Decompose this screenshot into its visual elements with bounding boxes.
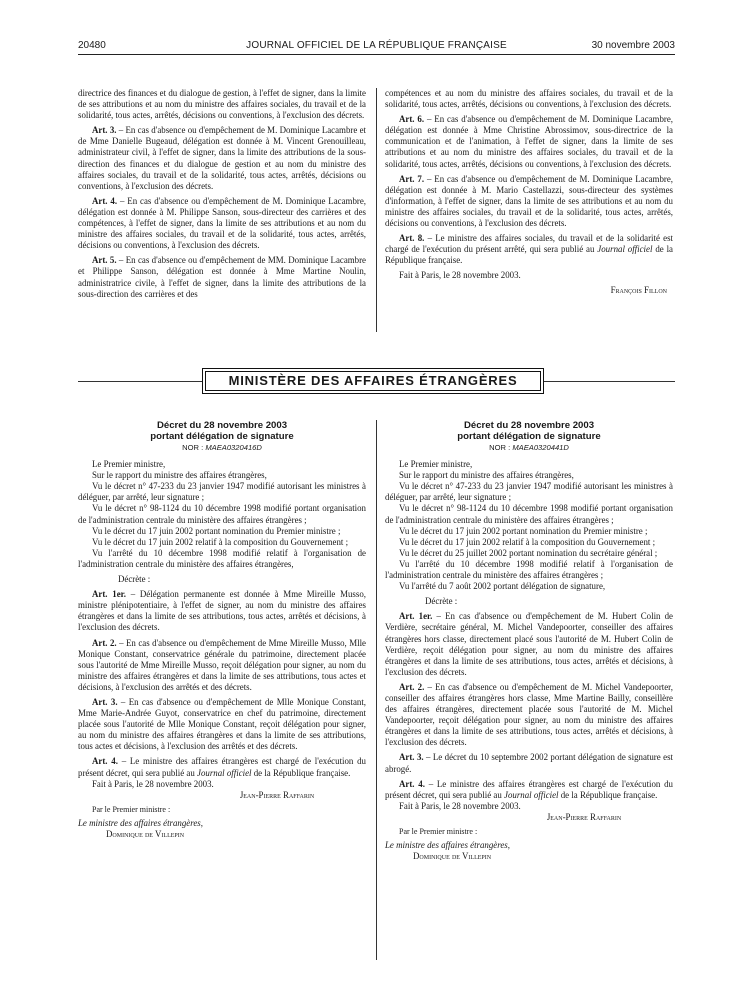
issue-date: 30 novembre 2003 (591, 40, 675, 51)
article-text: – Le ministre des affaires sociales, du travail et de la solidarité est chargé de l'exécution du présent arrêté, qui sera publié au (385, 233, 673, 255)
decrete: Décrète : (425, 596, 458, 607)
ministry-heading: MINISTÈRE DES AFFAIRES ÉTRANGÈRES (205, 371, 541, 391)
decree-intro: Le Premier ministre, (399, 459, 473, 470)
journal-name: Journal officiel (197, 767, 252, 778)
article-4 (78, 756, 366, 778)
article-4 (78, 196, 366, 251)
ministry-heading-box (202, 368, 544, 394)
article-text: de la République française. (558, 789, 658, 800)
visa: Vu le décret du 17 juin 2002 portant nomination du Premier ministre ; (399, 525, 648, 536)
article-label: Art. 5. (92, 255, 117, 266)
signature: François Fillon (610, 284, 667, 295)
article-text: – En cas d'absence ou d'empêchement de M. Dominique Lacambre, délégation est donnée à M. Philippe Sanson, sous-directeur des carrières et des compétences, à l'effet de signer, dans la limite de ses attributions et au nom du ministre des affaires sociales, du travail et de la solidarité, tous actes, arrêtés, décisions ou conventions, à l'exclusion des décrets. (78, 195, 366, 251)
column-divider (376, 420, 377, 960)
article-2 (78, 638, 366, 693)
article-text: – En cas d'absence ou d'empêchement de Mlle Monique Constant, Mme Marie-Andrée Guyot, conservatrice en chef du patrimoine, directement placée sous l'autorité de Mlle Monique Constant, reçoit délégation pour signer, au nom du ministre des affaires étrangères et dans la limite de ses attributions, tous actes et décisions, à l'exclusion des arrêtés et des décrets. (78, 696, 367, 752)
article-text: – Le ministre des affaires étrangères est chargé de l'exécution du présent décret, qui sera publié au (385, 778, 673, 800)
decree-subtitle: portant délégation de signature (150, 431, 294, 442)
signature: Jean-Pierre Raffarin (239, 789, 315, 800)
journal-name: Journal officiel (504, 789, 559, 800)
nor-reference: NOR : MAEA0320441D (489, 443, 569, 452)
visa: Vu le décret n° 98-1124 du 10 décembre 1998 modifié portant organisation de l'administration centrale du ministère des affaires étrangères ; (385, 503, 673, 525)
minister-signature: Dominique de Villepin (413, 851, 492, 862)
minister-title: Le ministre des affaires étrangères, (385, 840, 510, 851)
header-rule (78, 54, 675, 55)
article-text: – En cas d'absence ou d'empêchement de Mme Mireille Musso, Mlle Monique Constant, conservatrice générale du patrimoine, directement placée sous l'autorité de Mme Mireille Musso, reçoit délégation pour signer, au nom du ministre des affaires étrangères et dans la limite de ses attributions, tous actes et décisions, à l'exclusion des arrêtés et des décrets. (78, 637, 366, 692)
article-text: – En cas d'absence ou d'empêchement de M. Michel Vandepoorter, conseiller des affaires étrangères hors classe, Mme Martine Bailly, conseillère des affaires étrangères, directement placée sous l'autorité de M. Michel Vandepoorter, reçoit délégation pour signer, au nom du ministre des affaires étrangères et dans la limite de ses attributions, tous actes, arrêtés et décisions, à l'exclusion des décrets. (385, 681, 673, 748)
visa: Vu le décret n° 47-233 du 23 janvier 1947 modifié autorisant les ministres à déléguer, par arrêté, leur signature ; (385, 481, 673, 503)
article-label: Art. 4. (399, 778, 425, 789)
article-text: de la République française. (251, 767, 351, 778)
article-text: – Délégation permanente est donnée à Mme Mireille Musso, ministre plénipotentiaire, à l'effet de signer, au nom du ministre des affaires étrangères et dans la limite de ses attributions, tous actes, arrêtés et décisions, à l'exclusion des décrets. (78, 589, 366, 633)
article-6 (385, 114, 673, 169)
article-3 (78, 697, 366, 752)
visa: Vu le décret du 17 juin 2002 relatif à la composition du Gouvernement ; (399, 536, 656, 547)
article-3 (385, 752, 673, 774)
visa: Vu le décret du 25 juillet 2002 portant nomination du secrétaire général ; (399, 547, 658, 558)
decree-right (385, 420, 673, 862)
article-label: Art. 6. (399, 114, 425, 125)
page-number: 20480 (78, 40, 106, 51)
article-3 (78, 125, 366, 192)
minister-title: Le ministre des affaires étrangères, (78, 817, 203, 828)
article-text: – En cas d'absence ou d'empêchement de M. Dominique Lacambre, délégation est donnée à Mme Christine Abrossimov, sous-directrice de la communication et de l'animation, à l'effet de signer, dans la limite de ses attributions et au nom du ministre des affaires sociales, du travail et de la solidarité, tous actes, arrêtés, décisions ou conventions, à l'exclusion des décrets. (385, 114, 673, 169)
article-text: – Le décret du 10 septembre 2002 portant délégation de signature est abrogé. (385, 752, 673, 774)
article-label: Art. 1er. (399, 611, 433, 622)
paragraph: compétences et au nom du ministre des affaires sociales, du travail et de la solidarité, tous actes, arrêtés, décisions ou conventions, à l'exclusion des décrets. (385, 88, 673, 110)
journal-title: JOURNAL OFFICIEL DE LA RÉPUBLIQUE FRANÇAISE (246, 40, 507, 51)
decree-title: Décret du 28 novembre 2003 (156, 420, 288, 431)
paragraph: directrice des finances et du dialogue de gestion, à l'effet de signer, dans la limite de ses attributions et au nom du ministre des affaires sociales, du travail et de la solidarité, tous actes, arrêtés, décisions ou conventions, à l'exclusion des décrets. (78, 88, 366, 121)
visa: Vu le décret n° 47-233 du 23 janvier 1947 modifié autorisant les ministres à déléguer, par arrêté, leur signature ; (78, 481, 366, 503)
nor-reference: NOR : MAEA0320416D (182, 443, 262, 452)
article-8 (385, 233, 673, 266)
article-2 (385, 682, 673, 749)
done-at: Fait à Paris, le 28 novembre 2003. (92, 778, 214, 789)
visa: Vu l'arrêté du 10 décembre 1998 modifié relatif à l'organisation de l'administration centrale du ministère des affaires étrangères, (78, 547, 366, 569)
article-label: Art. 7. (399, 173, 425, 184)
article-text: – En cas d'absence ou d'empêchement de MM. Dominique Lacambre et Philippe Sanson, délégation est donnée à Mme Martine Noulin, administratrice civile, à l'effet de signer, dans la limite des attributions de la sous-direction des carrières et des (78, 255, 366, 299)
par-le: Par le Premier ministre : (92, 804, 171, 814)
visa: Vu le décret n° 98-1124 du 10 décembre 1998 modifié portant organisation de l'administration centrale du ministère des affaires étrangères ; (78, 503, 366, 525)
visa: Sur le rapport du ministre des affaires étrangères, (399, 470, 574, 481)
column-divider (376, 88, 377, 332)
article-text: – Le ministre des affaires étrangères est chargé de l'exécution du présent décret, qui sera publié au (78, 756, 366, 778)
article-5 (78, 255, 366, 299)
visa: Vu l'arrêté du 7 août 2002 portant délégation de signature, (399, 581, 606, 592)
visa: Vu le décret du 17 juin 2002 portant nomination du Premier ministre ; (92, 525, 341, 536)
article-label: Art. 2. (399, 681, 425, 692)
article-4 (385, 779, 673, 801)
done-at: Fait à Paris, le 28 novembre 2003. (399, 800, 521, 811)
top-right-column (385, 88, 673, 296)
article-label: Art. 3. (92, 696, 118, 707)
article-7 (385, 174, 673, 229)
done-at: Fait à Paris, le 28 novembre 2003. (399, 270, 521, 281)
par-le: Par le Premier ministre : (399, 827, 478, 836)
visa: Vu l'arrêté du 10 décembre 1998 modifié relatif à l'organisation de l'administration centrale du ministère des affaires étrangères ; (385, 558, 673, 581)
article-label: Art. 8. (399, 233, 425, 244)
minister-signature: Dominique de Villepin (106, 829, 185, 839)
article-text: – En cas d'absence ou d'empêchement de M. Dominique Lacambre, délégation est donnée à M. Mario Castellazzi, sous-directeur des systèmes d'information, à l'effet de signer, dans la limite de ses attributions et au nom du ministre des affaires sociales, du travail et de la solidarité, tous actes, arrêtés, décisions ou conventions, à l'exclusion des décrets. (385, 173, 673, 229)
article-text: – En cas d'absence ou d'empêchement de M. Hubert Colin de Verdière, secrétaire général, M. Michel Vandepoorter, conseiller des affaires étrangères hors classe, directement placé sous l'autorité de M. Hubert Colin de Verdière, reçoit délégation pour signer, au nom du ministre des affaires étrangères et dans la limite de ses attributions, tous actes, arrêtés et décisions, à l'exclusion des décrets. (385, 611, 673, 677)
top-left-column (78, 88, 366, 300)
visa: Vu le décret du 17 juin 2002 relatif à la composition du Gouvernement ; (92, 536, 349, 547)
article-label: Art. 4. (92, 756, 118, 767)
article-1 (385, 611, 673, 678)
article-text: – En cas d'absence ou d'empêchement de M. Dominique Lacambre et de Mme Danielle Bugeaud, délégation est donnée à M. Vincent Grenouilleau, administrateur civil, à l'effet de signer, dans la limite des attributions de la sous-direction des finances et du dialogue de gestion et au nom du ministre des affaires sociales, du travail et de la solidarité, tous actes, arrêtés, décisions ou conventions, à l'exclusion des décrets. (78, 125, 366, 191)
article-label: Art. 4. (92, 195, 118, 206)
journal-name: Journal officiel (597, 244, 653, 255)
decree-left (78, 420, 366, 840)
visa: Sur le rapport du ministre des affaires étrangères, (92, 470, 267, 481)
article-label: Art. 1er. (92, 589, 126, 600)
decrete: Décrète : (118, 574, 151, 585)
article-label: Art. 2. (92, 637, 117, 648)
article-1 (78, 589, 366, 633)
decree-title: Décret du 28 novembre 2003 (463, 420, 595, 431)
signature: Jean-Pierre Raffarin (546, 811, 622, 822)
decree-subtitle: portant délégation de signature (457, 431, 601, 442)
article-label: Art. 3. (92, 125, 117, 136)
article-text: de la République française. (385, 244, 673, 266)
article-label: Art. 3. (399, 752, 424, 763)
decree-intro: Le Premier ministre, (92, 459, 166, 470)
